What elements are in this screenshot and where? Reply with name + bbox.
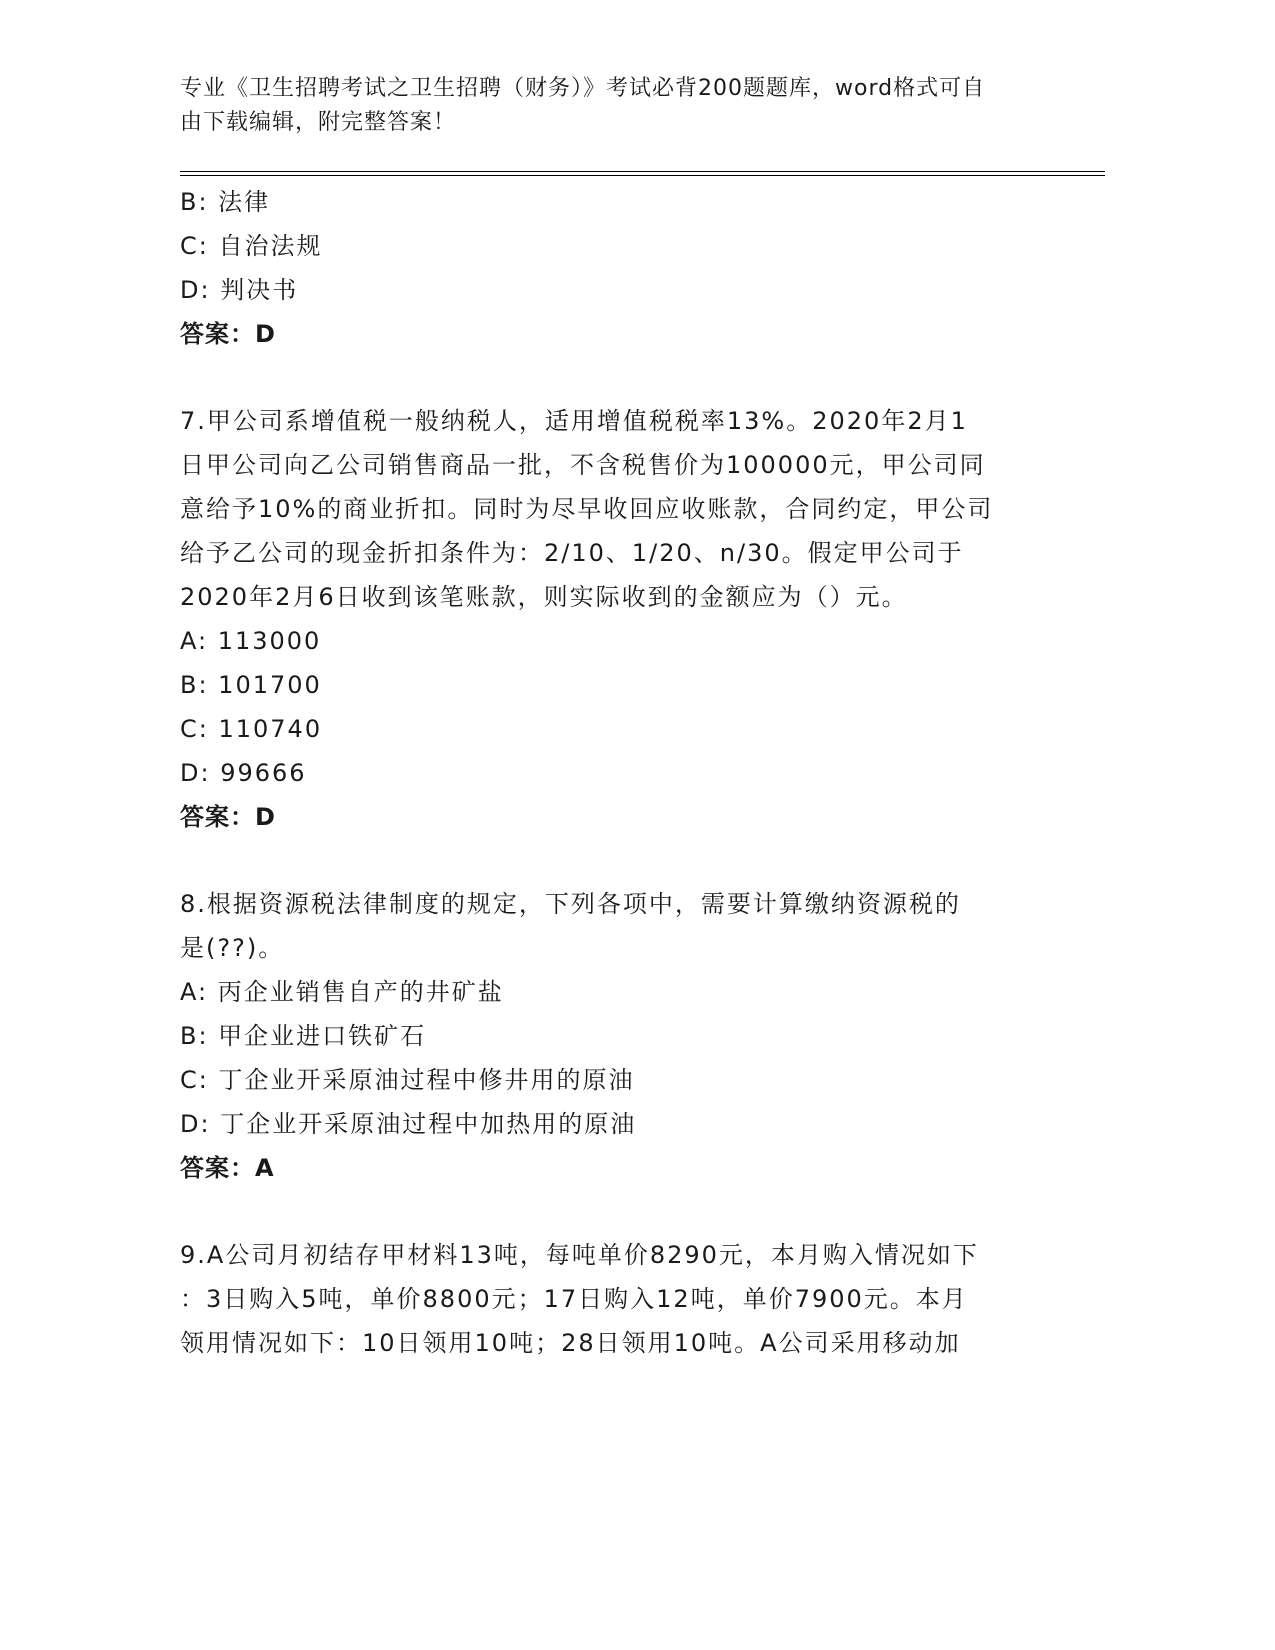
question-stem-line: 7.甲公司系增值税一般纳税人，适用增值税税率13%。2020年2月1 xyxy=(180,407,968,435)
header-line-2: 由下载编辑，附完整答案！ xyxy=(180,110,457,135)
document-header xyxy=(180,72,1060,140)
header-divider-top xyxy=(180,171,1105,172)
question-stem-line: 日甲公司向乙公司销售商品一批，不含税售价为100000元，甲公司同 xyxy=(180,451,986,479)
option-b: B: 101700 xyxy=(180,671,322,699)
question-8 xyxy=(180,882,1080,1190)
question-stem-line: ：3日购入5吨，单价8800元；17日购入12吨，单价7900元。本月 xyxy=(180,1285,968,1313)
document-body xyxy=(180,180,1080,1365)
question-stem-line: 意给予10%的商业折扣。同时为尽早收回应收账款，合同约定，甲公司 xyxy=(180,495,994,523)
answer: 答案：A xyxy=(180,1154,275,1182)
question-stem-line: 给予乙公司的现金折扣条件为：2/10、1/20、n/30。假定甲公司于 xyxy=(180,539,964,567)
option-b: B: 甲企业进口铁矿石 xyxy=(180,1022,427,1050)
option-c: C: 110740 xyxy=(180,715,323,743)
question-stem-line: 领用情况如下：10日领用10吨；28日领用10吨。A公司采用移动加 xyxy=(180,1329,961,1357)
option-c: C: 自治法规 xyxy=(180,232,323,260)
question-stem-line: 2020年2月6日收到该笔账款，则实际收到的金额应为（）元。 xyxy=(180,583,908,611)
question-stem-line: 9.A公司月初结存甲材料13吨，每吨单价8290元，本月购入情况如下 xyxy=(180,1241,979,1269)
answer: 答案：D xyxy=(180,320,276,348)
question-stem-line: 8.根据资源税法律制度的规定，下列各项中，需要计算缴纳资源税的 xyxy=(180,890,961,918)
option-d: D: 判决书 xyxy=(180,276,299,304)
option-d: D: 99666 xyxy=(180,759,307,787)
question-6 xyxy=(180,180,1080,356)
option-a: A: 丙企业销售自产的井矿盐 xyxy=(180,978,504,1006)
question-7 xyxy=(180,399,1080,839)
option-a: A: 113000 xyxy=(180,627,322,655)
header-divider-bottom xyxy=(180,175,1105,176)
option-c: C: 丁企业开采原油过程中修井用的原油 xyxy=(180,1066,635,1094)
header-line-1: 专业《卫生招聘考试之卫生招聘（财务）》考试必背200题题库，word格式可自 xyxy=(180,76,986,101)
question-9 xyxy=(180,1233,1080,1365)
answer: 答案：D xyxy=(180,803,276,831)
option-d: D: 丁企业开采原油过程中加热用的原油 xyxy=(180,1110,637,1138)
option-b: B: 法律 xyxy=(180,188,271,216)
question-stem-line: 是(??)。 xyxy=(180,934,285,962)
